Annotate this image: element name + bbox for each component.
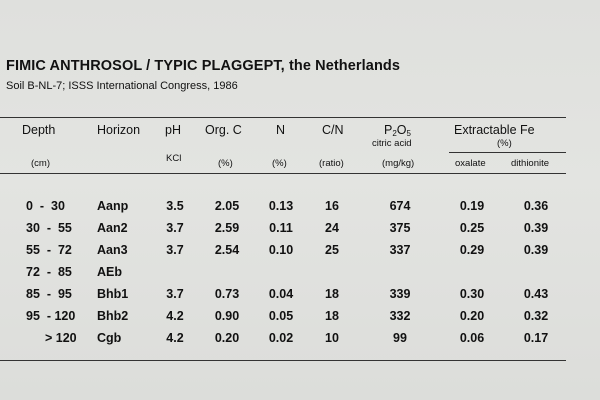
cell-cn: 25 <box>325 243 339 257</box>
cell-depth: 30 - 55 <box>26 221 72 235</box>
cell-ph: 3.7 <box>166 221 184 235</box>
header-org-c: Org. C <box>205 123 242 137</box>
cell-org-c: 2.05 <box>214 199 240 213</box>
unit-org-c: (%) <box>218 158 233 169</box>
cell-horizon: Aan3 <box>97 243 128 257</box>
cell-p2o5: 99 <box>393 331 407 345</box>
header-n: N <box>276 123 286 137</box>
cell-depth: 55 - 72 <box>26 243 72 257</box>
cell-dithionite: 0.39 <box>523 221 549 235</box>
header-p2o5-o: O <box>396 123 407 137</box>
cell-cn: 16 <box>325 199 339 213</box>
cell-horizon: Aan2 <box>97 221 128 235</box>
cell-depth: 72 - 85 <box>26 265 72 279</box>
cell-dithionite: 0.17 <box>523 331 549 345</box>
header-bottom-rule <box>0 173 566 174</box>
cell-p2o5: 337 <box>389 243 411 257</box>
unit-cn: (ratio) <box>319 158 344 169</box>
cell-n: 0.04 <box>268 287 294 301</box>
cell-cn: 18 <box>325 287 339 301</box>
cell-org-c: 2.59 <box>214 221 240 235</box>
cell-org-c: 0.73 <box>214 287 240 301</box>
header-cn: C/N <box>322 123 344 137</box>
cell-org-c: 0.90 <box>214 309 240 323</box>
cell-oxalate: 0.25 <box>459 221 485 235</box>
cell-n: 0.02 <box>268 331 294 345</box>
header-p2o5-p: P <box>384 123 393 137</box>
cell-org-c: 2.54 <box>214 243 240 257</box>
cell-n: 0.11 <box>269 221 293 235</box>
cell-n: 0.05 <box>268 309 294 323</box>
unit-ph: KCl <box>166 153 182 164</box>
cell-p2o5: 332 <box>389 309 411 323</box>
page-subtitle: Soil B-NL-7; ISSS International Congress, 1986 <box>6 80 238 92</box>
cell-p2o5: 674 <box>389 199 411 213</box>
cell-dithionite: 0.43 <box>523 287 549 301</box>
cell-cn: 18 <box>325 309 339 323</box>
unit-p: (mg/kg) <box>382 158 415 169</box>
unit-oxalate: oxalate <box>455 158 486 169</box>
header-fe-unit: (%) <box>497 138 512 149</box>
cell-horizon: Bhb1 <box>97 287 129 301</box>
cell-horizon: Cgb <box>97 331 122 345</box>
cell-ph: 4.2 <box>166 309 184 323</box>
unit-n: (%) <box>272 158 287 169</box>
cell-n: 0.13 <box>268 199 294 213</box>
header-horizon: Horizon <box>97 123 141 137</box>
cell-ph: 3.7 <box>166 287 184 301</box>
table-top-rule <box>0 117 566 118</box>
cell-horizon: AEb <box>97 265 122 279</box>
cell-cn: 24 <box>325 221 339 235</box>
page-title: FIMIC ANTHROSOL / TYPIC PLAGGEPT, the Netherlands <box>6 58 401 74</box>
cell-dithionite: 0.36 <box>523 199 549 213</box>
cell-ph: 3.7 <box>166 243 184 257</box>
cell-ph: 4.2 <box>166 331 184 345</box>
cell-depth: > 120 <box>45 331 77 345</box>
cell-p2o5: 375 <box>389 221 411 235</box>
cell-oxalate: 0.30 <box>459 287 485 301</box>
unit-dithionite: dithionite <box>511 158 550 169</box>
header-extractable-fe: Extractable Fe <box>454 123 535 137</box>
unit-depth: (cm) <box>31 158 50 169</box>
cell-oxalate: 0.19 <box>459 199 485 213</box>
cell-dithionite: 0.32 <box>523 309 549 323</box>
cell-org-c: 0.20 <box>214 331 240 345</box>
cell-depth: 95 - 120 <box>26 309 76 323</box>
cell-p2o5: 339 <box>389 287 411 301</box>
header-p2o5 <box>384 123 411 138</box>
cell-horizon: Bhb2 <box>97 309 129 323</box>
header-depth: Depth <box>22 123 56 137</box>
cell-depth: 0 - 30 <box>26 199 65 213</box>
cell-horizon: Aanp <box>97 199 129 213</box>
cell-ph: 3.5 <box>166 199 184 213</box>
cell-n: 0.10 <box>268 243 294 257</box>
fe-group-rule <box>449 152 566 153</box>
header-p2o5-sub2: 5 <box>406 129 411 138</box>
header-p2o5-extra: citric acid <box>372 138 412 149</box>
table-bottom-rule <box>0 360 566 361</box>
cell-oxalate: 0.20 <box>459 309 485 323</box>
cell-cn: 10 <box>325 331 339 345</box>
header-p2o5-sub1: 2 <box>392 129 397 138</box>
header-ph: pH <box>165 123 181 137</box>
cell-oxalate: 0.06 <box>459 331 485 345</box>
cell-depth: 85 - 95 <box>26 287 72 301</box>
cell-dithionite: 0.39 <box>523 243 549 257</box>
cell-oxalate: 0.29 <box>459 243 485 257</box>
